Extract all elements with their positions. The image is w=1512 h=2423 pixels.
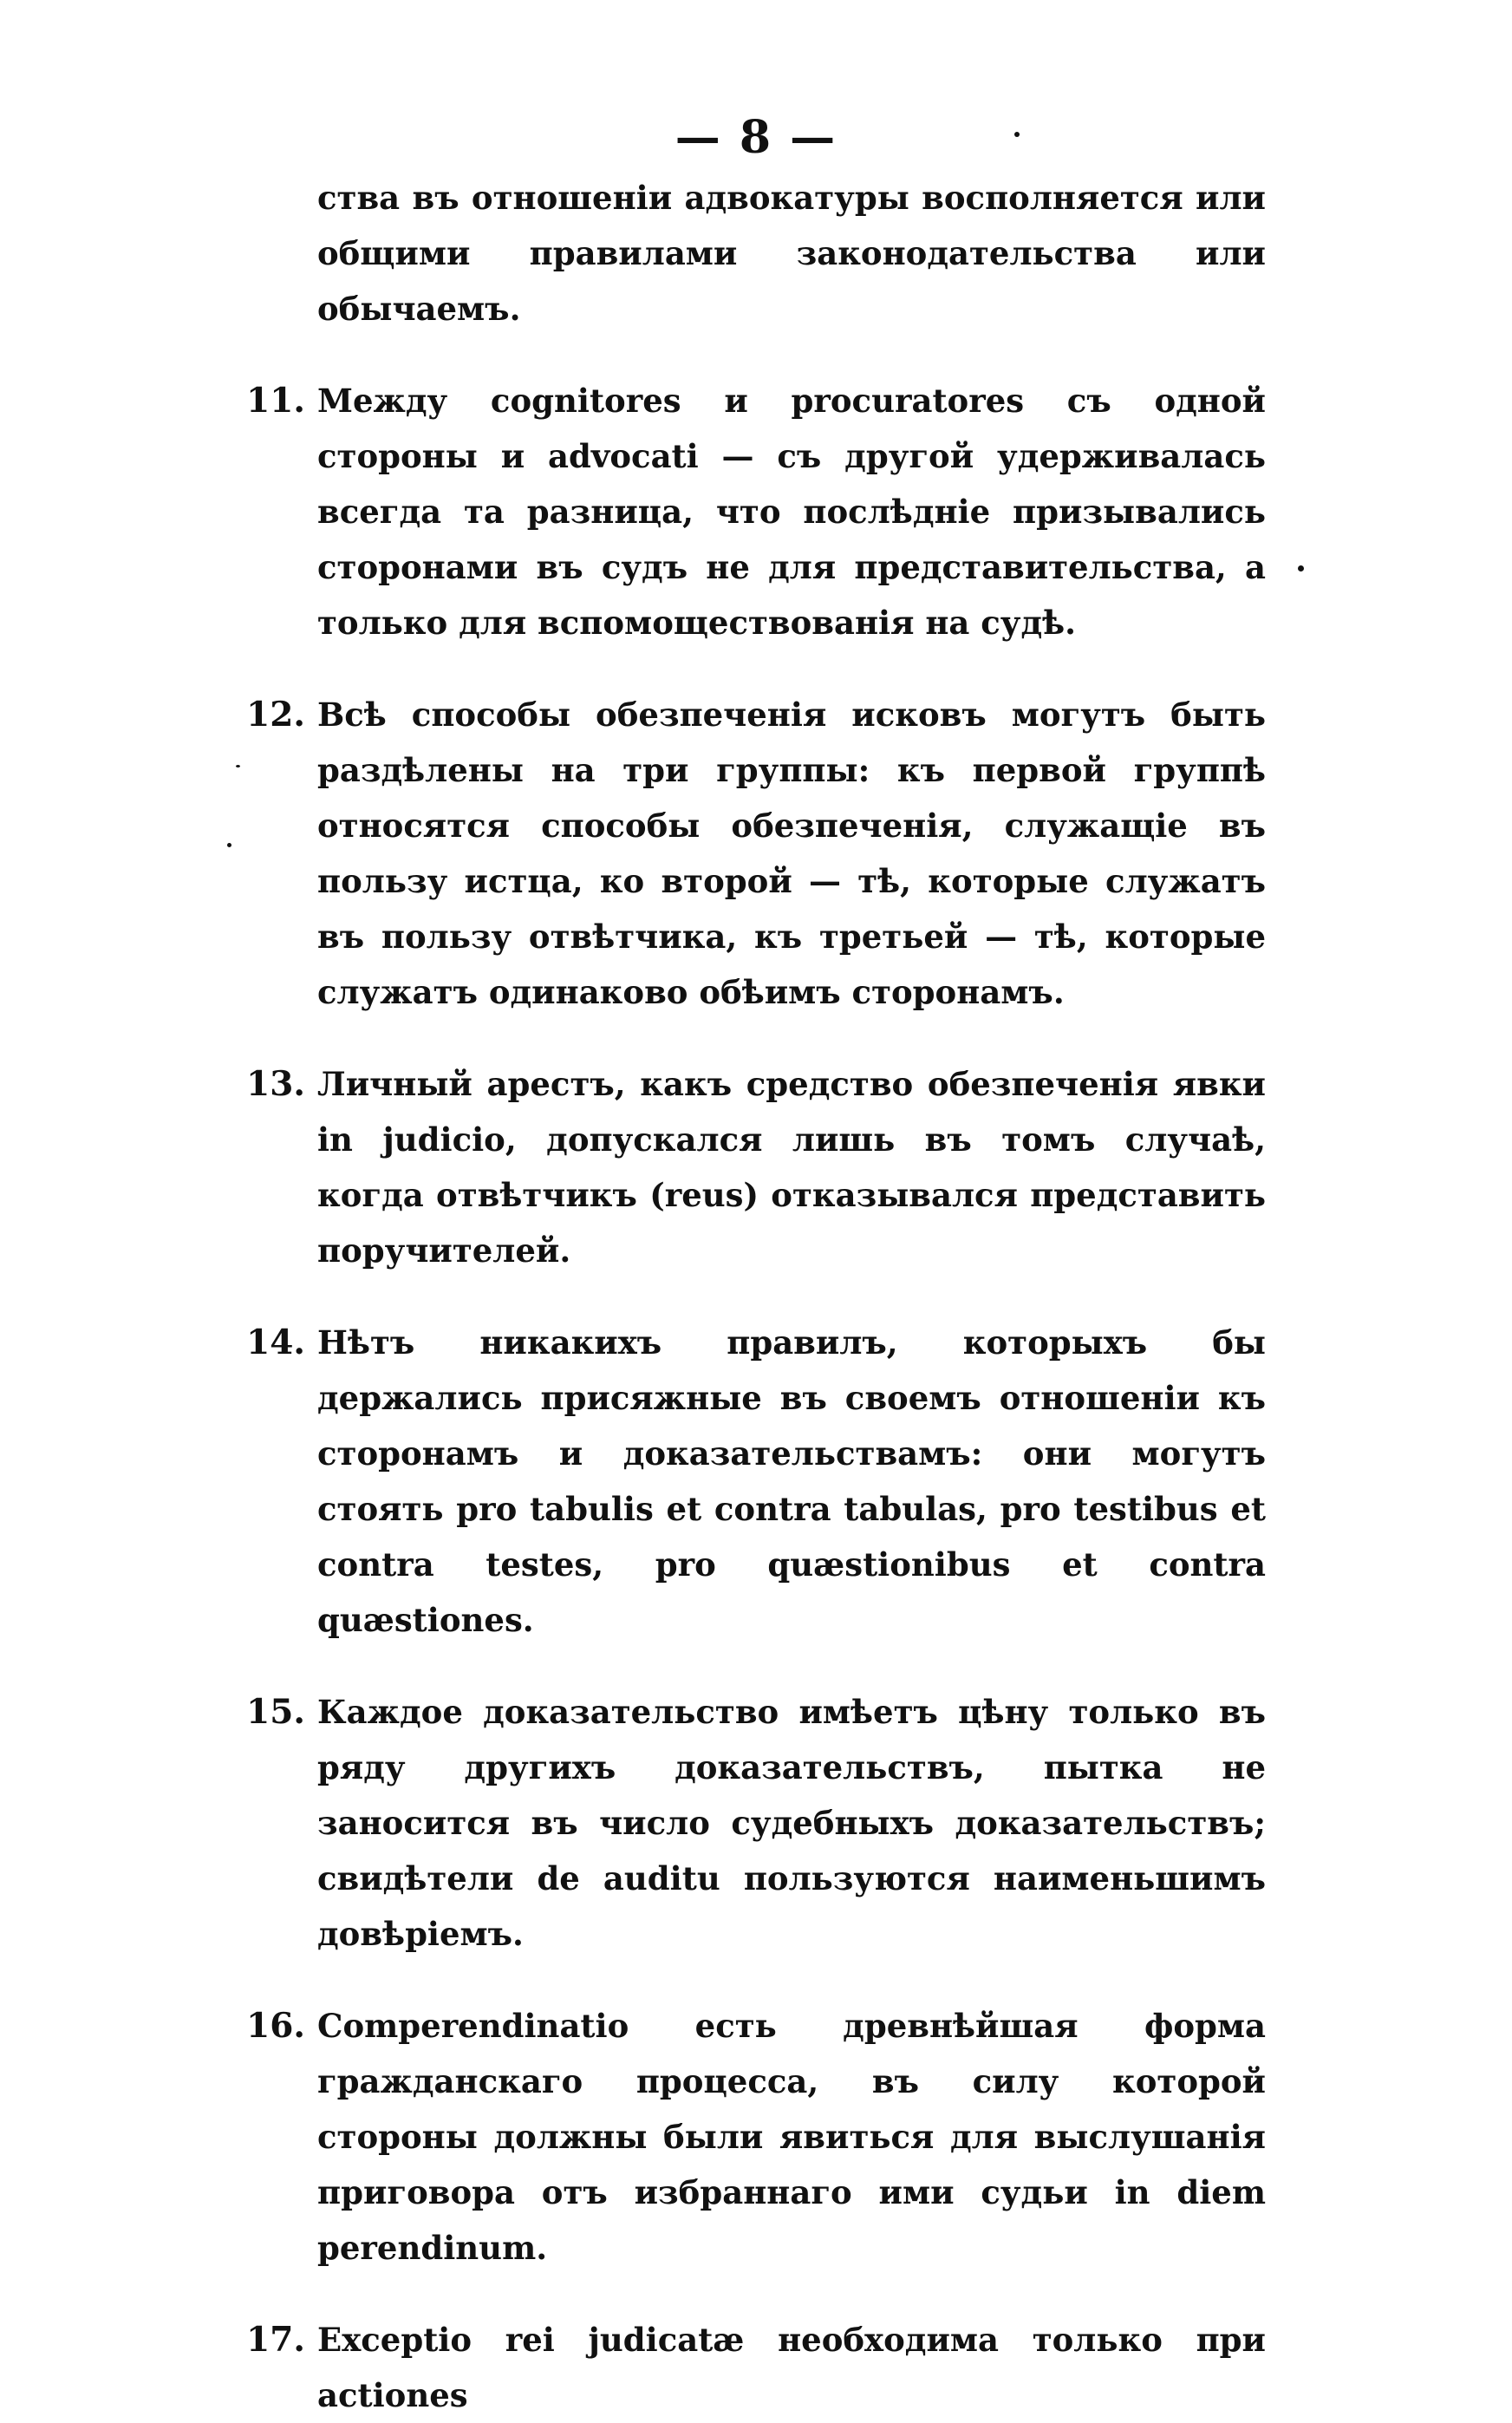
- thesis-text: Exceptio rei judicatæ необходима только при actiones: [317, 2321, 1266, 2414]
- thesis-number: 14.: [246, 1323, 305, 1362]
- ink-speck: [1298, 565, 1304, 571]
- thesis-text: Comperendinatio есть древнѣйшая форма гражданскаго процесса, въ силу которой стороны должны были явиться для выслушанія приговора отъ избраннаго ими судьи in diem perendinum.: [317, 2007, 1266, 2267]
- thesis-item: [225, 1056, 1266, 1278]
- thesis-number: 16.: [246, 2006, 305, 2046]
- thesis-number: 11.: [246, 381, 305, 421]
- thesis-number: 15.: [246, 1692, 305, 1732]
- thesis-item: [225, 373, 1266, 650]
- thesis-item: [225, 687, 1266, 1020]
- thesis-text: Всѣ способы обезпеченія исковъ могутъ быть раздѣлены на три группы: къ первой группѣ относятся способы обезпеченія, служащіе въ пользу истца, ко второй — тѣ, которые служатъ въ пользу отвѣтчика, къ третьей — тѣ, которые служатъ одинаково обѣимъ сторонамъ.: [317, 696, 1266, 1011]
- thesis-text: Каждое доказательство имѣетъ цѣну только въ ряду другихъ доказательствъ, пытка не заносится въ число судебныхъ доказательствъ; свидѣтели de auditu пользуются наименьшимъ довѣріемъ.: [317, 1693, 1266, 1953]
- thesis-text: Личный арестъ, какъ средство обезпеченія явки in judicio, допускался лишь въ томъ случаѣ, когда отвѣтчикъ (reus) отказывался представить поручителей.: [317, 1065, 1266, 1270]
- page-number: — 8 —: [675, 111, 837, 164]
- thesis-item: [225, 1998, 1266, 2276]
- continuation-paragraph: ства въ отношеніи адвокатуры восполняется или общими правилами законодательства или обычаемъ.: [317, 179, 1266, 328]
- thesis-number: 13.: [246, 1064, 305, 1104]
- thesis-item: [225, 1315, 1266, 1648]
- thesis-number: 12.: [246, 695, 305, 735]
- page-body: [225, 170, 1266, 2423]
- thesis-item: [225, 2312, 1266, 2423]
- thesis-number: 17.: [246, 2320, 305, 2360]
- ink-speck: [1014, 132, 1020, 137]
- thesis-text: Нѣтъ никакихъ правилъ, которыхъ бы держались присяжные въ своемъ отношеніи къ сторонамъ и доказательствамъ: они могутъ стоять pro tabulis et contra tabulas, pro testibus et contra testes, pro quæstionibus et contra quæstiones.: [317, 1323, 1266, 1639]
- thesis-item: [225, 1684, 1266, 1962]
- thesis-text: Между cognitores и procuratores съ одной стороны и advocati — съ другой удерживалась всегда та разница, что послѣдніе призывались сторонами въ судъ не для представительства, а только для вспомоществованія на судѣ.: [317, 382, 1266, 642]
